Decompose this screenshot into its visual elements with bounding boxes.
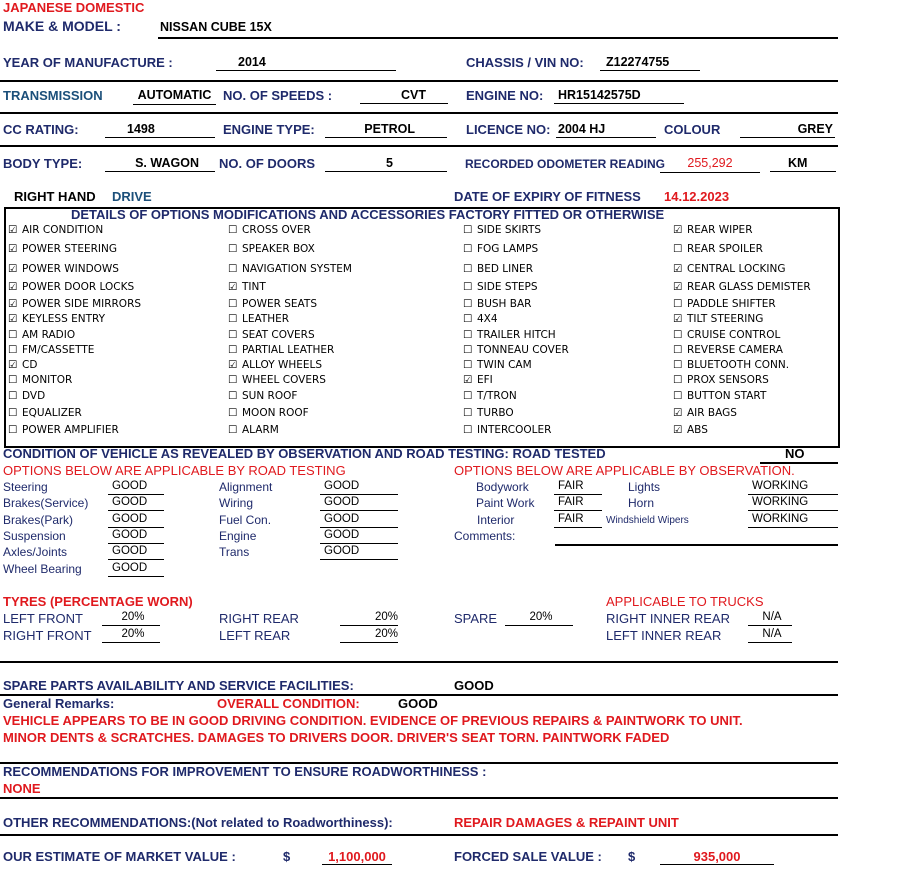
condition-label: Alignment xyxy=(219,480,273,494)
option-item xyxy=(463,313,498,325)
currency-2: $ xyxy=(628,849,636,864)
unchecked-box-icon: ☐ xyxy=(228,390,238,402)
option-item xyxy=(8,374,72,386)
condition-value: GOOD xyxy=(108,562,164,577)
recommend-value: NONE xyxy=(3,781,41,796)
option-item xyxy=(673,390,766,402)
option-label: CD xyxy=(22,359,38,371)
condition-value: WORKING xyxy=(748,513,838,528)
option-item xyxy=(463,224,541,236)
doors-label: NO. OF DOORS xyxy=(219,156,316,171)
option-label: BLUETOOTH CONN. xyxy=(687,359,790,371)
unchecked-box-icon: ☐ xyxy=(463,424,473,436)
condition-value: GOOD xyxy=(320,480,398,495)
option-item xyxy=(8,224,103,236)
option-item xyxy=(228,407,309,419)
unchecked-box-icon: ☐ xyxy=(673,359,683,371)
unchecked-box-icon: ☐ xyxy=(463,313,473,325)
engine-no-label: ENGINE NO: xyxy=(466,88,544,103)
condition-value: GOOD xyxy=(108,496,164,511)
unchecked-box-icon: ☐ xyxy=(228,313,238,325)
left-rear-label: LEFT REAR xyxy=(219,628,291,643)
options-title: DETAILS OF OPTIONS MODIFICATIONS AND ACCESSORIES FACTORY FITTED OR OTHERWISE xyxy=(71,207,665,222)
checked-box-icon: ☑ xyxy=(673,224,683,236)
left-rear-value: 20% xyxy=(340,628,398,643)
spare-parts-value: GOOD xyxy=(454,678,494,693)
option-label: POWER STEERING xyxy=(22,243,117,255)
option-label: PARTIAL LEATHER xyxy=(242,344,335,356)
checked-box-icon: ☑ xyxy=(8,313,18,325)
year-value: 2014 xyxy=(216,55,396,71)
checked-box-icon: ☑ xyxy=(673,407,683,419)
colour-label: COLOUR xyxy=(664,122,721,137)
option-item xyxy=(463,281,538,293)
recommend-label: RECOMMENDATIONS FOR IMPROVEMENT TO ENSURE ROADWORTHINESS : xyxy=(3,764,487,779)
condition-value: GOOD xyxy=(108,529,164,544)
option-item xyxy=(673,407,737,419)
option-label: MONITOR xyxy=(22,374,73,386)
option-item xyxy=(673,374,769,386)
option-label: PADDLE SHIFTER xyxy=(687,298,776,310)
option-item xyxy=(8,329,75,341)
option-item xyxy=(463,344,569,356)
condition-value: FAIR xyxy=(554,513,602,528)
speeds-value: CVT xyxy=(360,88,448,104)
condition-label: Trans xyxy=(219,545,250,559)
option-label: SIDE STEPS xyxy=(477,281,538,293)
option-item xyxy=(228,390,297,402)
condition-value: GOOD xyxy=(320,529,398,544)
option-item xyxy=(8,407,82,419)
option-label: POWER SIDE MIRRORS xyxy=(22,298,142,310)
option-label: AIR CONDITION xyxy=(22,224,104,236)
condition-value: GOOD xyxy=(108,545,164,560)
option-label: FOG LAMPS xyxy=(477,243,539,255)
option-label: LEATHER xyxy=(242,313,290,325)
year-label: YEAR OF MANUFACTURE : xyxy=(3,55,173,70)
speeds-label: NO. OF SPEEDS : xyxy=(223,88,333,103)
condition-label: Interior xyxy=(477,513,515,527)
cc-label: CC RATING: xyxy=(3,122,79,137)
unchecked-box-icon: ☐ xyxy=(673,329,683,341)
right-rear-value: 20% xyxy=(340,611,398,626)
option-label: TILT STEERING xyxy=(687,313,764,325)
option-item xyxy=(463,374,493,386)
right-inner-value: N/A xyxy=(748,611,792,626)
remark-line-1: VEHICLE APPEARS TO BE IN GOOD DRIVING CONDITION. EVIDENCE OF PREVIOUS REPAIRS & PAINTWORK TO UNIT. xyxy=(3,713,743,728)
option-label: TINT xyxy=(242,281,266,293)
condition-value: GOOD xyxy=(320,513,398,528)
engine-type-value: PETROL xyxy=(325,122,447,138)
option-label: KEYLESS ENTRY xyxy=(22,313,106,325)
spare-label: SPARE xyxy=(454,611,498,626)
unchecked-box-icon: ☐ xyxy=(463,344,473,356)
option-item xyxy=(463,263,533,275)
checked-box-icon: ☑ xyxy=(463,374,473,386)
option-label: NAVIGATION SYSTEM xyxy=(242,263,352,275)
origin-label: JAPANESE DOMESTIC xyxy=(3,0,145,15)
option-item xyxy=(463,390,517,402)
unchecked-box-icon: ☐ xyxy=(228,407,238,419)
licence-value: 2004 HJ xyxy=(556,122,656,138)
tyres-title: TYRES (PERCENTAGE WORN) xyxy=(3,594,193,609)
body-label: BODY TYPE: xyxy=(3,156,83,171)
left-inner-value: N/A xyxy=(748,628,792,643)
other-value: REPAIR DAMAGES & REPAINT UNIT xyxy=(454,815,679,830)
option-label: SIDE SKIRTS xyxy=(477,224,542,236)
option-label: SPEAKER BOX xyxy=(242,243,315,255)
checked-box-icon: ☑ xyxy=(8,281,18,293)
unchecked-box-icon: ☐ xyxy=(8,424,18,436)
option-label: AM RADIO xyxy=(22,329,76,341)
forced-value: 935,000 xyxy=(660,849,774,865)
option-item xyxy=(8,359,37,371)
obs-header: OPTIONS BELOW ARE APPLICABLE BY OBSERVATION. xyxy=(454,463,795,478)
right-rear-label: RIGHT REAR xyxy=(219,611,299,626)
road-header: OPTIONS BELOW ARE APPLICABLE BY ROAD TESTING xyxy=(3,463,346,478)
option-label: POWER WINDOWS xyxy=(22,263,119,275)
checked-box-icon: ☑ xyxy=(673,424,683,436)
option-label: BUTTON START xyxy=(687,390,767,402)
spare-parts-label: SPARE PARTS AVAILABILITY AND SERVICE FACILITIES: xyxy=(3,678,354,693)
option-label: REAR WIPER xyxy=(687,224,753,236)
condition-label: Lights xyxy=(628,480,661,494)
licence-label: LICENCE NO: xyxy=(466,122,551,137)
option-label: WHEEL COVERS xyxy=(242,374,326,386)
condition-label: Brakes(Service) xyxy=(3,496,89,510)
option-item xyxy=(228,329,315,341)
condition-label: Windshield Wipers xyxy=(606,515,689,526)
fitness-label: DATE OF EXPIRY OF FITNESS xyxy=(454,189,641,204)
unchecked-box-icon: ☐ xyxy=(673,298,683,310)
option-label: FM/CASSETTE xyxy=(22,344,95,356)
condition-value: FAIR xyxy=(554,496,602,511)
right-front-label: RIGHT FRONT xyxy=(3,628,92,643)
condition-value: FAIR xyxy=(554,480,602,495)
option-label: SUN ROOF xyxy=(242,390,298,402)
option-label: BED LINER xyxy=(477,263,533,275)
option-item xyxy=(673,424,708,436)
option-label: CENTRAL LOCKING xyxy=(687,263,786,275)
unchecked-box-icon: ☐ xyxy=(228,224,238,236)
checked-box-icon: ☑ xyxy=(8,359,18,371)
unchecked-box-icon: ☐ xyxy=(463,359,473,371)
condition-value: WORKING xyxy=(748,480,838,495)
option-label: CROSS OVER xyxy=(242,224,311,236)
unchecked-box-icon: ☐ xyxy=(8,407,18,419)
engine-type-label: ENGINE TYPE: xyxy=(223,122,315,137)
odometer-value: 255,292 xyxy=(660,156,760,173)
option-label: ABS xyxy=(687,424,708,436)
checked-box-icon: ☑ xyxy=(673,313,683,325)
road-tested-value: NO xyxy=(785,446,805,461)
option-item xyxy=(673,344,783,356)
odometer-label: RECORDED ODOMETER READING xyxy=(465,157,666,171)
unchecked-box-icon: ☐ xyxy=(673,390,683,402)
condition-value: GOOD xyxy=(320,545,398,560)
option-item xyxy=(228,263,352,275)
option-label: CRUISE CONTROL xyxy=(687,329,781,341)
option-item xyxy=(463,329,556,341)
option-item xyxy=(228,344,334,356)
option-label: AIR BAGS xyxy=(687,407,737,419)
condition-label: Axles/Joints xyxy=(3,545,68,559)
make-model-label: MAKE & MODEL : xyxy=(3,18,121,34)
option-item xyxy=(8,424,119,436)
option-label: TWIN CAM xyxy=(477,359,532,371)
condition-value: WORKING xyxy=(748,496,838,511)
unchecked-box-icon: ☐ xyxy=(228,344,238,356)
option-item xyxy=(8,281,134,293)
unchecked-box-icon: ☐ xyxy=(463,243,473,255)
unchecked-box-icon: ☐ xyxy=(463,407,473,419)
unchecked-box-icon: ☐ xyxy=(228,329,238,341)
doors-value: 5 xyxy=(325,156,447,172)
option-item xyxy=(228,281,266,293)
overall-label: OVERALL CONDITION: xyxy=(217,696,360,711)
chassis-value: Z12274755 xyxy=(600,55,700,71)
option-label: POWER DOOR LOCKS xyxy=(22,281,135,293)
option-label: REAR GLASS DEMISTER xyxy=(687,281,811,293)
option-item xyxy=(8,298,141,310)
option-label: TRAILER HITCH xyxy=(477,329,556,341)
option-item xyxy=(673,263,786,275)
option-label: INTERCOOLER xyxy=(477,424,552,436)
option-label: ALARM xyxy=(242,424,279,436)
checked-box-icon: ☑ xyxy=(8,263,18,275)
colour-value: GREY xyxy=(740,122,835,138)
checked-box-icon: ☑ xyxy=(673,263,683,275)
condition-label: Steering xyxy=(3,480,48,494)
left-inner-label: LEFT INNER REAR xyxy=(606,628,722,643)
option-label: DVD xyxy=(22,390,46,402)
unchecked-box-icon: ☐ xyxy=(228,374,238,386)
option-item xyxy=(463,243,538,255)
option-item xyxy=(228,298,317,310)
unchecked-box-icon: ☐ xyxy=(463,263,473,275)
unchecked-box-icon: ☐ xyxy=(463,329,473,341)
unchecked-box-icon: ☐ xyxy=(8,344,18,356)
other-label: OTHER RECOMMENDATIONS:(Not related to Roadworthiness): xyxy=(3,815,393,830)
option-item xyxy=(228,374,326,386)
unchecked-box-icon: ☐ xyxy=(8,329,18,341)
unchecked-box-icon: ☐ xyxy=(673,374,683,386)
checked-box-icon: ☑ xyxy=(8,224,18,236)
currency-1: $ xyxy=(283,849,291,864)
option-label: ALLOY WHEELS xyxy=(242,359,323,371)
option-item xyxy=(228,224,311,236)
option-item xyxy=(228,424,279,436)
left-front-value: 20% xyxy=(102,611,160,626)
checked-box-icon: ☑ xyxy=(228,359,238,371)
market-value: 1,100,000 xyxy=(322,849,392,865)
market-label: OUR ESTIMATE OF MARKET VALUE : xyxy=(3,849,236,864)
option-label: MOON ROOF xyxy=(242,407,309,419)
option-item xyxy=(673,359,789,371)
odometer-unit: KM xyxy=(770,156,836,172)
unchecked-box-icon: ☐ xyxy=(228,243,238,255)
option-item xyxy=(673,224,753,236)
unchecked-box-icon: ☐ xyxy=(673,243,683,255)
unchecked-box-icon: ☐ xyxy=(463,390,473,402)
option-item xyxy=(673,329,780,341)
condition-label: Engine xyxy=(219,529,257,543)
condition-label: Fuel Con. xyxy=(219,513,272,527)
option-item xyxy=(228,359,322,371)
checked-box-icon: ☑ xyxy=(228,281,238,293)
condition-label: Wiring xyxy=(219,496,254,510)
drive-word: DRIVE xyxy=(112,189,152,204)
engine-no-value: HR15142575D xyxy=(554,88,684,104)
transmission-label: TRANSMISSION xyxy=(3,88,103,103)
option-label: EQUALIZER xyxy=(22,407,82,419)
cc-value: 1498 xyxy=(105,122,215,138)
trucks-title: APPLICABLE TO TRUCKS xyxy=(606,594,764,609)
right-front-value: 20% xyxy=(102,628,160,643)
option-item xyxy=(8,313,105,325)
checked-box-icon: ☑ xyxy=(8,298,18,310)
option-item xyxy=(463,298,531,310)
option-label: SEAT COVERS xyxy=(242,329,315,341)
condition-label: Suspension xyxy=(3,529,66,543)
option-label: 4X4 xyxy=(477,313,498,325)
chassis-label: CHASSIS / VIN NO: xyxy=(466,55,584,70)
option-label: TONNEAU COVER xyxy=(477,344,569,356)
option-label: PROX SENSORS xyxy=(687,374,769,386)
option-item xyxy=(463,424,551,436)
forced-label: FORCED SALE VALUE : xyxy=(454,849,602,864)
unchecked-box-icon: ☐ xyxy=(673,344,683,356)
option-item xyxy=(228,313,289,325)
option-label: POWER SEATS xyxy=(242,298,317,310)
option-item xyxy=(8,390,45,402)
condition-label: Bodywork xyxy=(476,480,529,494)
option-item xyxy=(463,407,514,419)
option-item xyxy=(8,243,117,255)
unchecked-box-icon: ☐ xyxy=(463,281,473,293)
unchecked-box-icon: ☐ xyxy=(228,263,238,275)
unchecked-box-icon: ☐ xyxy=(228,298,238,310)
option-item xyxy=(673,313,763,325)
condition-value: GOOD xyxy=(320,496,398,511)
condition-label: Wheel Bearing xyxy=(3,562,82,576)
overall-value: GOOD xyxy=(398,696,438,711)
unchecked-box-icon: ☐ xyxy=(228,424,238,436)
spare-value: 20% xyxy=(505,611,573,626)
left-front-label: LEFT FRONT xyxy=(3,611,83,626)
option-item xyxy=(228,243,315,255)
checked-box-icon: ☑ xyxy=(673,281,683,293)
condition-label: Paint Work xyxy=(476,496,535,510)
condition-value: GOOD xyxy=(108,513,164,528)
option-item xyxy=(8,344,94,356)
condition-title: CONDITION OF VEHICLE AS REVEALED BY OBSERVATION AND ROAD TESTING: ROAD TESTED xyxy=(3,446,606,461)
option-item xyxy=(673,281,811,293)
option-item xyxy=(673,243,763,255)
option-item xyxy=(463,359,532,371)
fitness-value: 14.12.2023 xyxy=(664,189,730,204)
checked-box-icon: ☑ xyxy=(8,243,18,255)
option-label: POWER AMPLIFIER xyxy=(22,424,119,436)
right-inner-label: RIGHT INNER REAR xyxy=(606,611,730,626)
general-remarks-label: General Remarks: xyxy=(3,696,115,711)
option-item xyxy=(8,263,119,275)
transmission-value: AUTOMATIC xyxy=(133,88,216,105)
comments-label: Comments: xyxy=(454,529,516,543)
option-label: REAR SPOILER xyxy=(687,243,763,255)
option-item xyxy=(673,298,776,310)
condition-label: Horn xyxy=(628,496,655,510)
unchecked-box-icon: ☐ xyxy=(8,390,18,402)
remark-line-2: MINOR DENTS & SCRATCHES. DAMAGES TO DRIVERS DOOR. DRIVER'S SEAT TORN. PAINTWORK FADED xyxy=(3,730,670,745)
option-label: T/TRON xyxy=(477,390,517,402)
option-label: TURBO xyxy=(477,407,514,419)
condition-value: GOOD xyxy=(108,480,164,495)
option-label: REVERSE CAMERA xyxy=(687,344,783,356)
unchecked-box-icon: ☐ xyxy=(463,298,473,310)
condition-label: Brakes(Park) xyxy=(3,513,74,527)
drive-label: RIGHT HAND xyxy=(14,189,96,204)
option-label: BUSH BAR xyxy=(477,298,532,310)
unchecked-box-icon: ☐ xyxy=(8,374,18,386)
body-value: S. WAGON xyxy=(105,156,215,172)
make-model-value: NISSAN CUBE 15X xyxy=(160,20,272,34)
unchecked-box-icon: ☐ xyxy=(463,224,473,236)
option-label: EFI xyxy=(477,374,493,386)
